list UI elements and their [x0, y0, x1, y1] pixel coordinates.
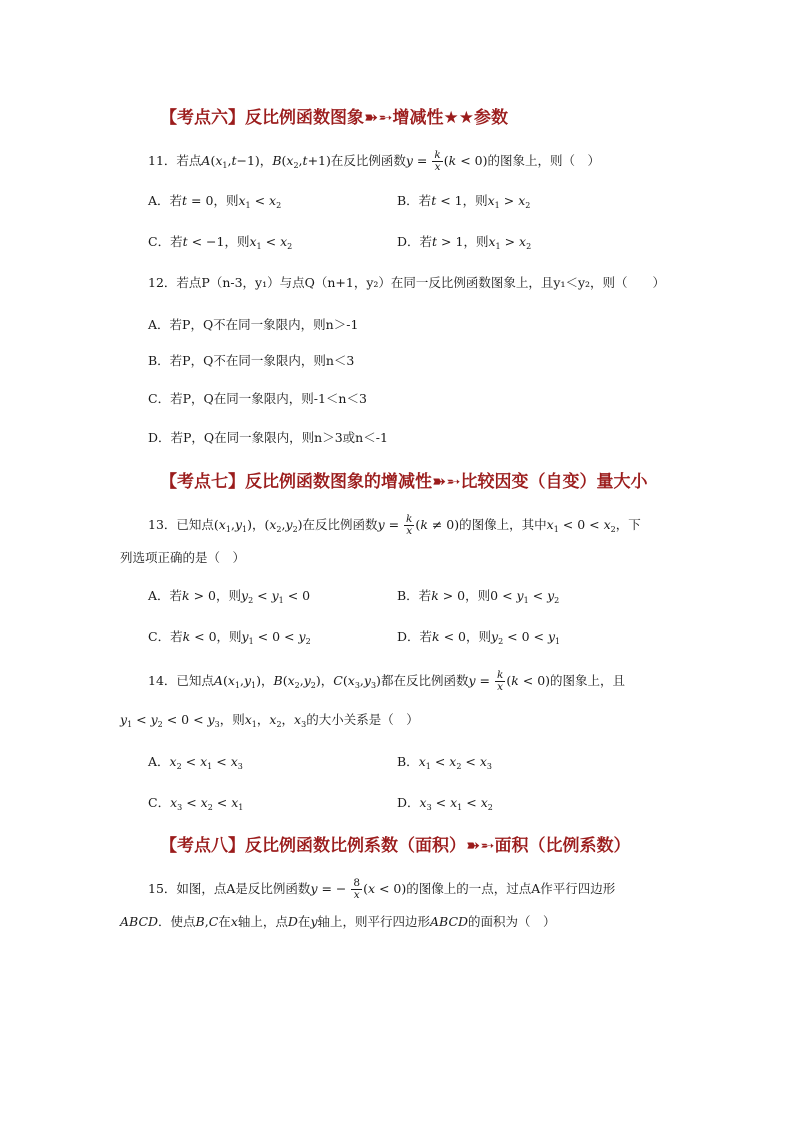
question-12-stem: 12．若点P（n-3，y₁）与点Q（n+1，y₂）在同一反比例函数图象上，且y₁＜y₂，则（ ） [148, 275, 666, 290]
q12-option-c: C．若P，Q在同一象限内，则-1＜n＜3 [148, 391, 367, 406]
fraction-k-over-x: $\frac{k}{x}$ [496, 669, 504, 693]
q14-option-c: C．$x_3 < x_2 < x_1$ [148, 795, 244, 812]
section-heading-8: 【考点八】反比例函数比例系数（面积）➽➵面积（比例系数） [160, 836, 631, 856]
q13-option-a: A．若k > 0，则$y_2 < y_1 < 0$ [148, 588, 311, 605]
question-15-stem-line2: ABCD．使点B,C在x轴上，点D在y轴上，则平行四边形ABCD的面积为（ ） [120, 914, 556, 929]
question-15-stem: 15．如图，点A是反比例函数y = − $\frac{8}{x}$ (x < 0)的图像上的一点，过点A作平行四边形 [148, 877, 616, 901]
q12-option-a: A．若P，Q不在同一象限内，则n＞-1 [148, 317, 359, 332]
q11-option-a: A．若t = 0，则$x_1 < x_2$ [148, 193, 282, 210]
q12-option-b: B．若P，Q不在同一象限内，则n＜3 [148, 353, 355, 368]
q11-option-d: D．若t > 1，则$x_1 > x_2$ [397, 234, 532, 251]
question-14-stem-line2: $y_1 < y_2 < 0 < y_3$，则$x_1$，$x_2$，$x_3$的大小关系是（ ） [120, 712, 419, 729]
fraction-k-over-x: $\frac{k}{x}$ [406, 513, 413, 537]
q14-option-b: B．$x_1 < x_2 < x_3$ [397, 754, 492, 771]
section-heading-6: 【考点六】反比例函数图象➽➵增减性★★参数 [160, 108, 508, 128]
question-11-stem: 11．若点$A(x_1,t-1)$，$B(x_2,t+1)$在反比例函数y = $\frac{k}{x}$ (k < 0)的图象上，则（ ） [148, 149, 600, 173]
fraction-8-over-x: $\frac{8}{x}$ [353, 877, 361, 901]
q11-option-b: B．若t < 1，则$x_1 > x_2$ [397, 193, 531, 210]
question-13-stem: 13．已知点$(x_1,y_1)$，$(x_2,y_2)$在反比例函数y = $\frac{k}{x}$ (k ≠ 0)的图像上，其中$x_1 < 0 < x_2$，下 [148, 513, 641, 537]
q13-option-b: B．若k > 0，则$0 < y_1 < y_2$ [397, 588, 560, 605]
section-heading-7: 【考点七】反比例函数图象的增减性➽➵比较因变（自变）量大小 [160, 472, 648, 492]
q14-option-d: D．$x_3 < x_1 < x_2$ [397, 795, 493, 812]
q13-option-c: C．若k < 0，则$y_1 < 0 < y_2$ [148, 629, 311, 646]
q14-option-a: A．$x_2 < x_1 < x_3$ [148, 754, 243, 771]
question-14-stem: 14．已知点$A(x_1,y_1)$，$B(x_2,y_2)$，$C(x_3,y_3)$都在反比例函数y = $\frac{k}{x}$ (k < 0)的图象上，且 [148, 669, 626, 693]
q12-option-d: D．若P，Q在同一象限内，则n＞3或n＜-1 [148, 430, 388, 445]
q11-option-c: C．若t < −1，则$x_1 < x_2$ [148, 234, 293, 251]
q13-option-d: D．若k < 0，则$y_2 < 0 < y_1$ [397, 629, 561, 646]
question-13-stem-line2: 列选项正确的是（ ） [120, 550, 246, 565]
fraction-k-over-x: $\frac{k}{x}$ [434, 149, 441, 173]
